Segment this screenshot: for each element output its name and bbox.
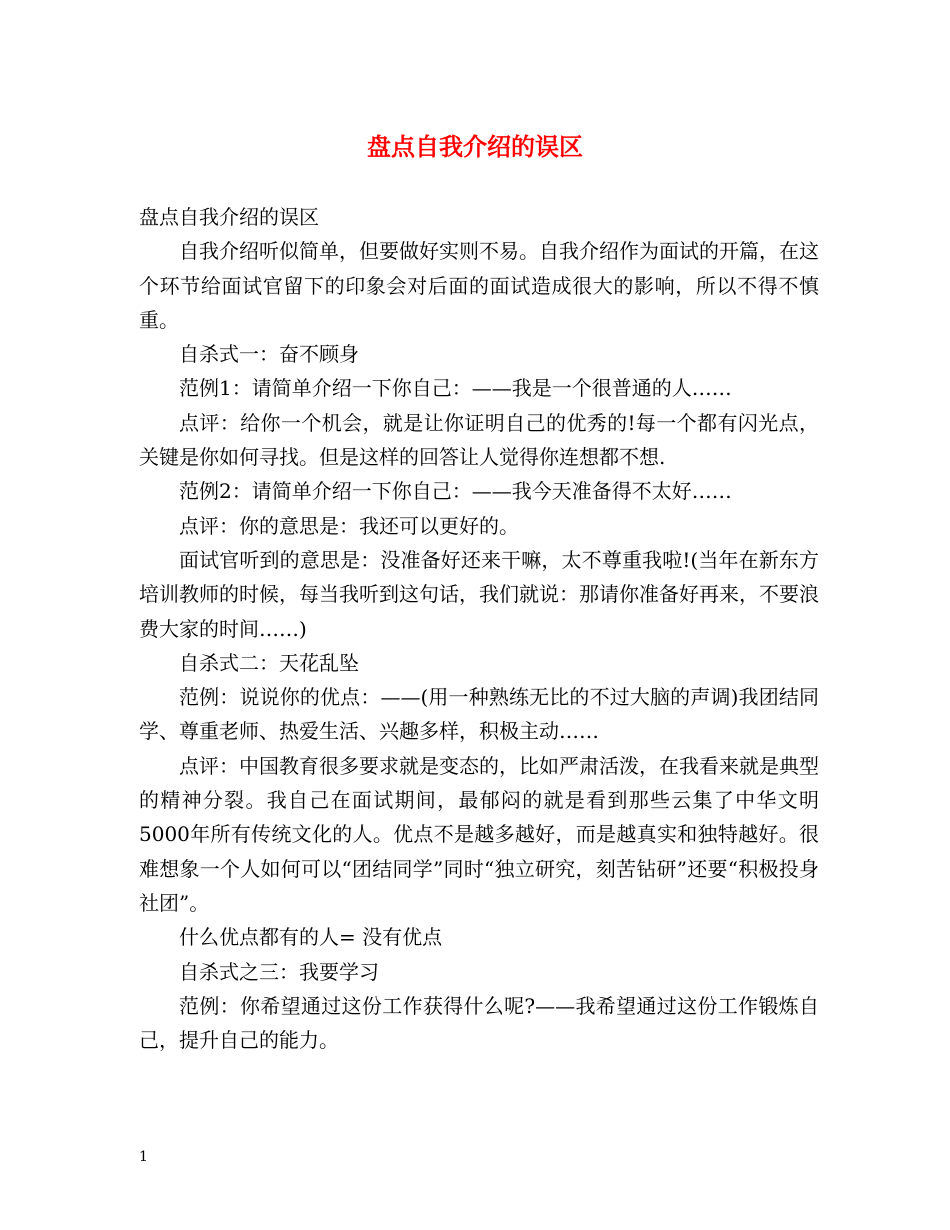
summary-line: 什么优点都有的人= 没有优点 [179, 925, 443, 950]
paragraph-intro: 自我介绍听似简单，但要做好实则不易。自我介绍作为面试的开篇，在这个环节给面试官留下的印象会对后面的面试造成很大的影响，所以不得不慎重。 [139, 239, 819, 332]
example-3: 范例：说说你的优点：——(用一种熟练无比的不过大脑的声调)我团结同学、尊重老师、热爱生活、兴趣多样，积极主动…… [139, 685, 819, 744]
document-body [139, 200, 819, 1057]
example-1: 范例1：请简单介绍一下你自己：——我是一个很普通的人…… [179, 376, 732, 401]
paragraph-heading: 盘点自我介绍的误区 [139, 205, 319, 229]
comment-2: 点评：你的意思是：我还可以更好的。 [179, 513, 519, 538]
interviewer-view: 面试官听到的意思是：没准备好还来干嘛，太不尊重我啦!(当年在新东方培训教师的时候，每当我听到这句话，我们就说：那请你准备好再来，不要浪费大家的时间……) [139, 547, 819, 641]
example-2: 范例2：请简单介绍一下你自己：——我今天准备得不太好…… [179, 479, 732, 504]
comment-3: 点评：中国教育很多要求就是变态的，比如严肃活泼，在我看来就是典型的精神分裂。我自己在面试期间，最郁闷的就是看到那些云集了中华文明5000年所有传统文化的人。优点不是越多越好，而是越真实和独特越好。很难想象一个人如何可以“团结同学”同时“独立研究，刻苦钻研”还要“积极投身社团”。 [139, 753, 819, 915]
document-title: 盘点自我介绍的误区 [367, 132, 583, 161]
section-heading-3: 自杀式之三：我要学习 [179, 959, 379, 984]
example-4: 范例：你希望通过这份工作获得什么呢?——我希望通过这份工作锻炼自己，提升自己的能力。 [139, 993, 819, 1053]
comment-1: 点评：给你一个机会，就是让你证明自己的优秀的!每一个都有闪光点，关键是你如何寻找。但是这样的回答让人觉得你连想都不想. [139, 410, 819, 470]
section-heading-1: 自杀式一：奋不顾身 [179, 342, 359, 367]
page-number: 1 [139, 1149, 148, 1165]
section-heading-2: 自杀式二：天花乱坠 [179, 650, 359, 675]
